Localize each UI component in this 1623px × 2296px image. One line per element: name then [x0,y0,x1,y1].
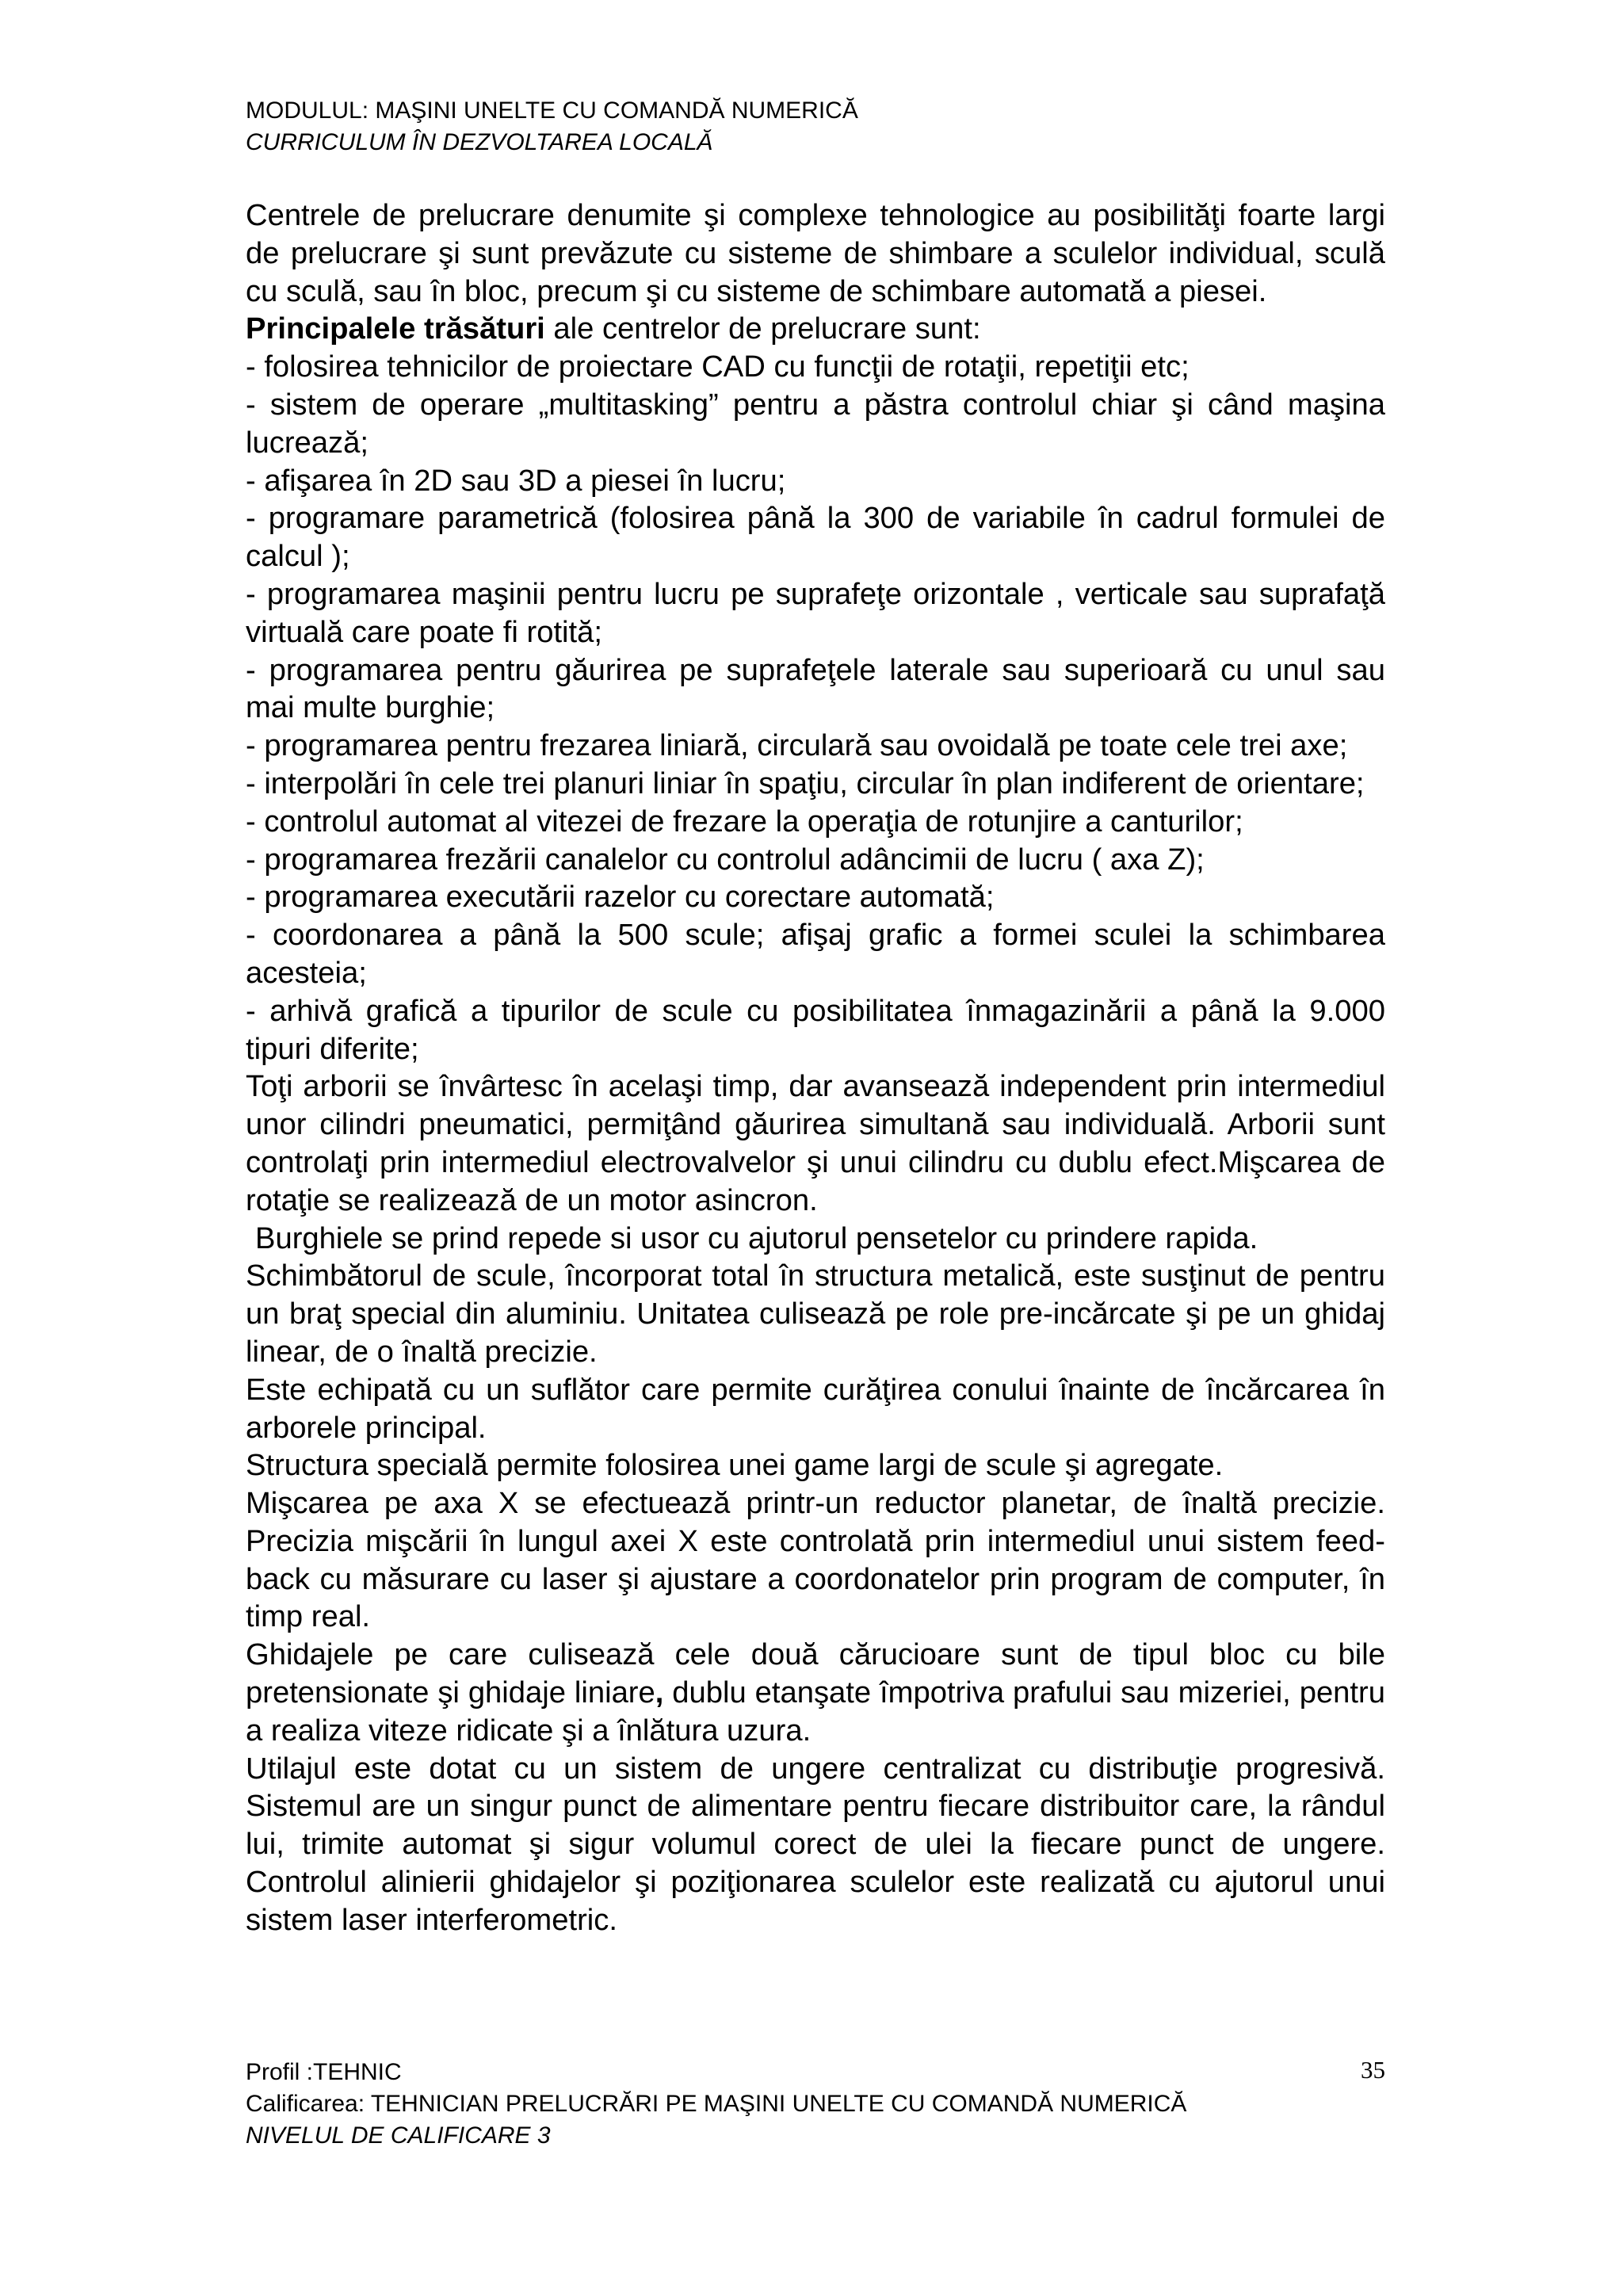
feature-item: - interpolări în cele trei planuri liniar în spaţiu, circular în plan indiferent de orientare; [246,766,1365,800]
features-heading-rest: ale centrelor de prelucrare sunt: [544,311,981,346]
arbori-paragraph: Toţi arborii se învârtesc în acelaşi timp, dar avansează independent prin intermediul unor cilindri pneumatici, permiţând găurirea simultană sau individuală. Arborii sunt controlaţi prin intermediul electrovalvelor şi unui cilindru cu dublu efect.Mişcarea de rotaţie se realizează de un motor asincron. [246,1069,1385,1217]
utilaj-paragraph: Utilajul este dotat cu un sistem de ungere centralizat cu distribuţie progresivă. Sistemul are un singur punct de alimentare pentru fiecare distribuitor care, la rândul lui, trimite automat şi sigur volumul corect de ulei la fiecare punct de ungere. Controlul alinierii ghidajelor şi poziţionarea sculelor este realizată cu ajutorul unui sistem laser interferometric. [246,1751,1385,1937]
profil-label: Profil :TEHNIC [246,2059,402,2085]
feature-item: - coordonarea a până la 500 scule; afişaj grafic a formei sculei la schimbarea acesteia; [246,918,1385,990]
feature-item: - afişarea în 2D sau 3D a piesei în lucru; [246,463,786,498]
page-body [246,197,1385,1939]
calificare-label: Calificarea: TEHNICIAN PRELUCRĂRI PE MAŞINI UNELTE CU COMANDĂ NUMERICĂ [246,2091,1187,2117]
page-footer [246,2057,1385,2152]
feature-item: - programarea maşinii pentru lucru pe suprafeţe orizontale , verticale sau suprafaţă virtuală care poate fi rotită; [246,576,1385,649]
ghidaje-text-b: dublu etanşate împotriva prafului sau mizeriei, pentru a realiza viteze ridicate şi a înlătura uzura. [246,1675,1385,1748]
feature-item: - controlul automat al vitezei de frezare la operaţia de rotunjire a canturilor; [246,804,1243,839]
ghidaje-bold-comma: , [655,1675,664,1710]
page-number: 35 [1361,2056,1385,2084]
suflator-paragraph: Este echipată cu un suflător care permite curăţirea conului înainte de încărcarea în arborele principal. [246,1372,1385,1445]
nivel-label: NIVELUL DE CALIFICARE 3 [246,2122,551,2149]
features-heading-bold: Principalele trăsături [246,311,545,346]
structura-paragraph: Structura specială permite folosirea unei game largi de scule şi agregate. [246,1448,1224,1483]
feature-item: - programarea frezării canalelor cu controlul adâncimii de lucru ( axa Z); [246,842,1205,877]
feature-item: - programarea pentru găurirea pe suprafeţele laterale sau superioară cu unul sau mai multe burghie; [246,652,1385,725]
intro-paragraph: Centrele de prelucrare denumite şi complexe tehnologice au posibilităţi foarte largi de prelucrare şi sunt prevăzute cu sisteme de shimbare a sculelor individual, sculă cu sculă, sau în bloc, precum şi cu sisteme de schimbare automată a piesei. [246,198,1385,308]
feature-item: - folosirea tehnicilor de proiectare CAD cu funcţii de rotaţii, repetiţii etc; [246,350,1190,384]
feature-item: - sistem de operare „multitasking” pentru a păstra controlul chiar şi când maşina lucrează; [246,387,1385,460]
ghidaje-paragraph [246,1636,1385,1749]
module-title: MODULUL: MAŞINI UNELTE CU COMANDĂ NUMERICĂ [246,97,858,124]
page-header [246,95,858,159]
feature-item: - programarea executării razelor cu corectare automată; [246,880,995,915]
miscarea-paragraph: Mişcarea pe axa X se efectuează printr-un reductor planetar, de înaltă precizie. Precizia mişcării în lungul axei X este controlată prin intermediul unui sistem feed-back cu măsurare cu laser şi ajustare a coordonatelor prin program de computer, în timp real. [246,1486,1385,1634]
ghidaje-text-a: Ghidajele pe care culisează cele două cărucioare sunt de tipul bloc cu bile pretensionate şi ghidaje liniare [246,1637,1385,1710]
burghie-paragraph: Burghiele se prind repede si usor cu ajutorul pensetelor cu prindere rapida. [255,1221,1258,1255]
feature-item: - programare parametrică (folosirea până la 300 de variabile în cadrul formulei de calcul ); [246,501,1385,574]
schimbator-paragraph: Schimbătorul de scule, încorporat total în structura metalică, este susţinut de pentru un braţ special din aluminiu. Unitatea culisează pe role pre-incărcate şi pe un ghidaj linear, de o înaltă precizie. [246,1259,1385,1369]
footer-profil-row [246,2057,1385,2088]
features-heading [246,310,1385,348]
feature-item: - arhivă grafică a tipurilor de scule cu posibilitatea înmagazinării a până la 9.000 tipuri diferite; [246,993,1385,1066]
curriculum-subtitle: CURRICULUM ÎN DEZVOLTAREA LOCALĂ [246,129,713,155]
feature-item: - programarea pentru frezarea liniară, circulară sau ovoidală pe toate cele trei axe; [246,728,1348,763]
